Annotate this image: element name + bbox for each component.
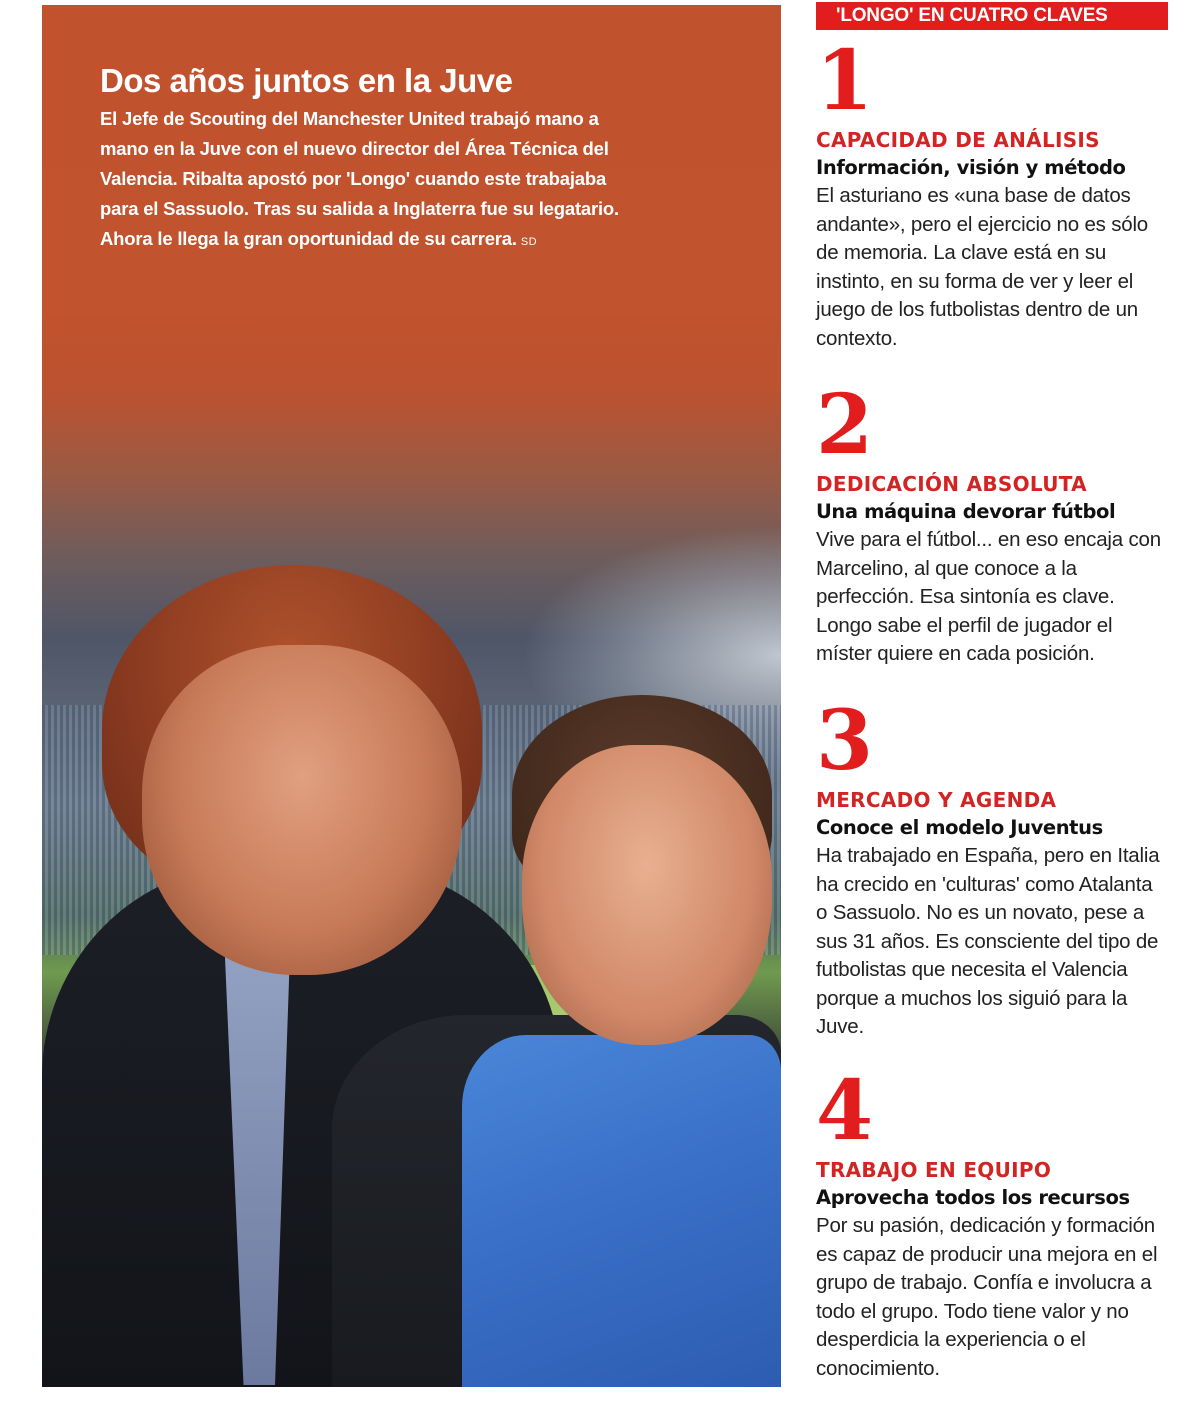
key-number: 1 xyxy=(816,33,874,129)
key-title: TRABAJO EN EQUIPO xyxy=(816,1158,1052,1182)
key-title: MERCADO Y AGENDA xyxy=(816,788,1057,812)
key-subtitle: Una máquina devorar fútbol xyxy=(816,500,1116,523)
key-title: DEDICACIÓN ABSOLUTA xyxy=(816,472,1087,496)
key-item-2 xyxy=(816,377,1168,669)
person-right-blue-shirt xyxy=(462,1035,781,1387)
key-number: 4 xyxy=(816,1063,874,1159)
key-title: CAPACIDAD DE ANÁLISIS xyxy=(816,128,1100,152)
sidebar-four-keys xyxy=(816,2,1168,1380)
sidebar-banner: 'LONGO' EN CUATRO CLAVES xyxy=(816,2,1168,30)
key-subtitle: Aprovecha todos los recursos xyxy=(816,1186,1130,1209)
photo-credit: SD xyxy=(520,236,538,248)
photo-lede xyxy=(100,104,640,257)
person-left-face xyxy=(142,645,462,975)
key-body: Por su pasión, dedicación y formación es capaz de producir una mejora en el grupo de trabajo. Confía e involucra a todo el grupo. Todo tiene valor y no desperdicia la experiencia o el conocimiento. xyxy=(816,1214,1158,1380)
key-subtitle: Conoce el modelo Juventus xyxy=(816,816,1103,839)
person-right-face xyxy=(522,745,772,1045)
key-item-1 xyxy=(816,33,1168,353)
key-body: Vive para el fútbol... en eso encaja con Marcelino, al que conoce a la perfección. Esa sintonía es clave. Longo sabe el perfil de jugador el míster quiere en cada posición. xyxy=(816,528,1161,665)
key-number: 3 xyxy=(816,693,874,789)
key-number: 2 xyxy=(816,377,874,473)
photo-headline: Dos años juntos en la Juve xyxy=(100,62,513,99)
key-body: Ha trabajado en España, pero en Italia ha crecido en 'culturas' como Atalanta o Sassuolo. No es un novato, pese a sus 31 años. Es consciente del tipo de futbolistas que necesita el Valencia porque a muchos los siguió para la Juve. xyxy=(816,844,1160,1038)
key-subtitle: Información, visión y método xyxy=(816,156,1126,179)
key-body: El asturiano es «una base de datos andante», pero el ejercicio no es sólo de memoria. La clave está en su instinto, en su forma de ver y leer el juego de los futbolistas dentro de un contexto. xyxy=(816,184,1149,350)
photo-caption xyxy=(100,62,640,257)
photo-lede-text: El Jefe de Scouting del Manchester United trabajó mano a mano en la Juve con el nuevo director del Área Técnica del Valencia. Ribalta apostó por 'Longo' cuando este trabajaba para el Sassuolo. Tras su salida a Inglaterra fue su legatario. Ahora le llega la gran oportunidad de su carrera. xyxy=(100,108,619,249)
key-item-4 xyxy=(816,1063,1168,1383)
key-item-3 xyxy=(816,693,1168,1042)
